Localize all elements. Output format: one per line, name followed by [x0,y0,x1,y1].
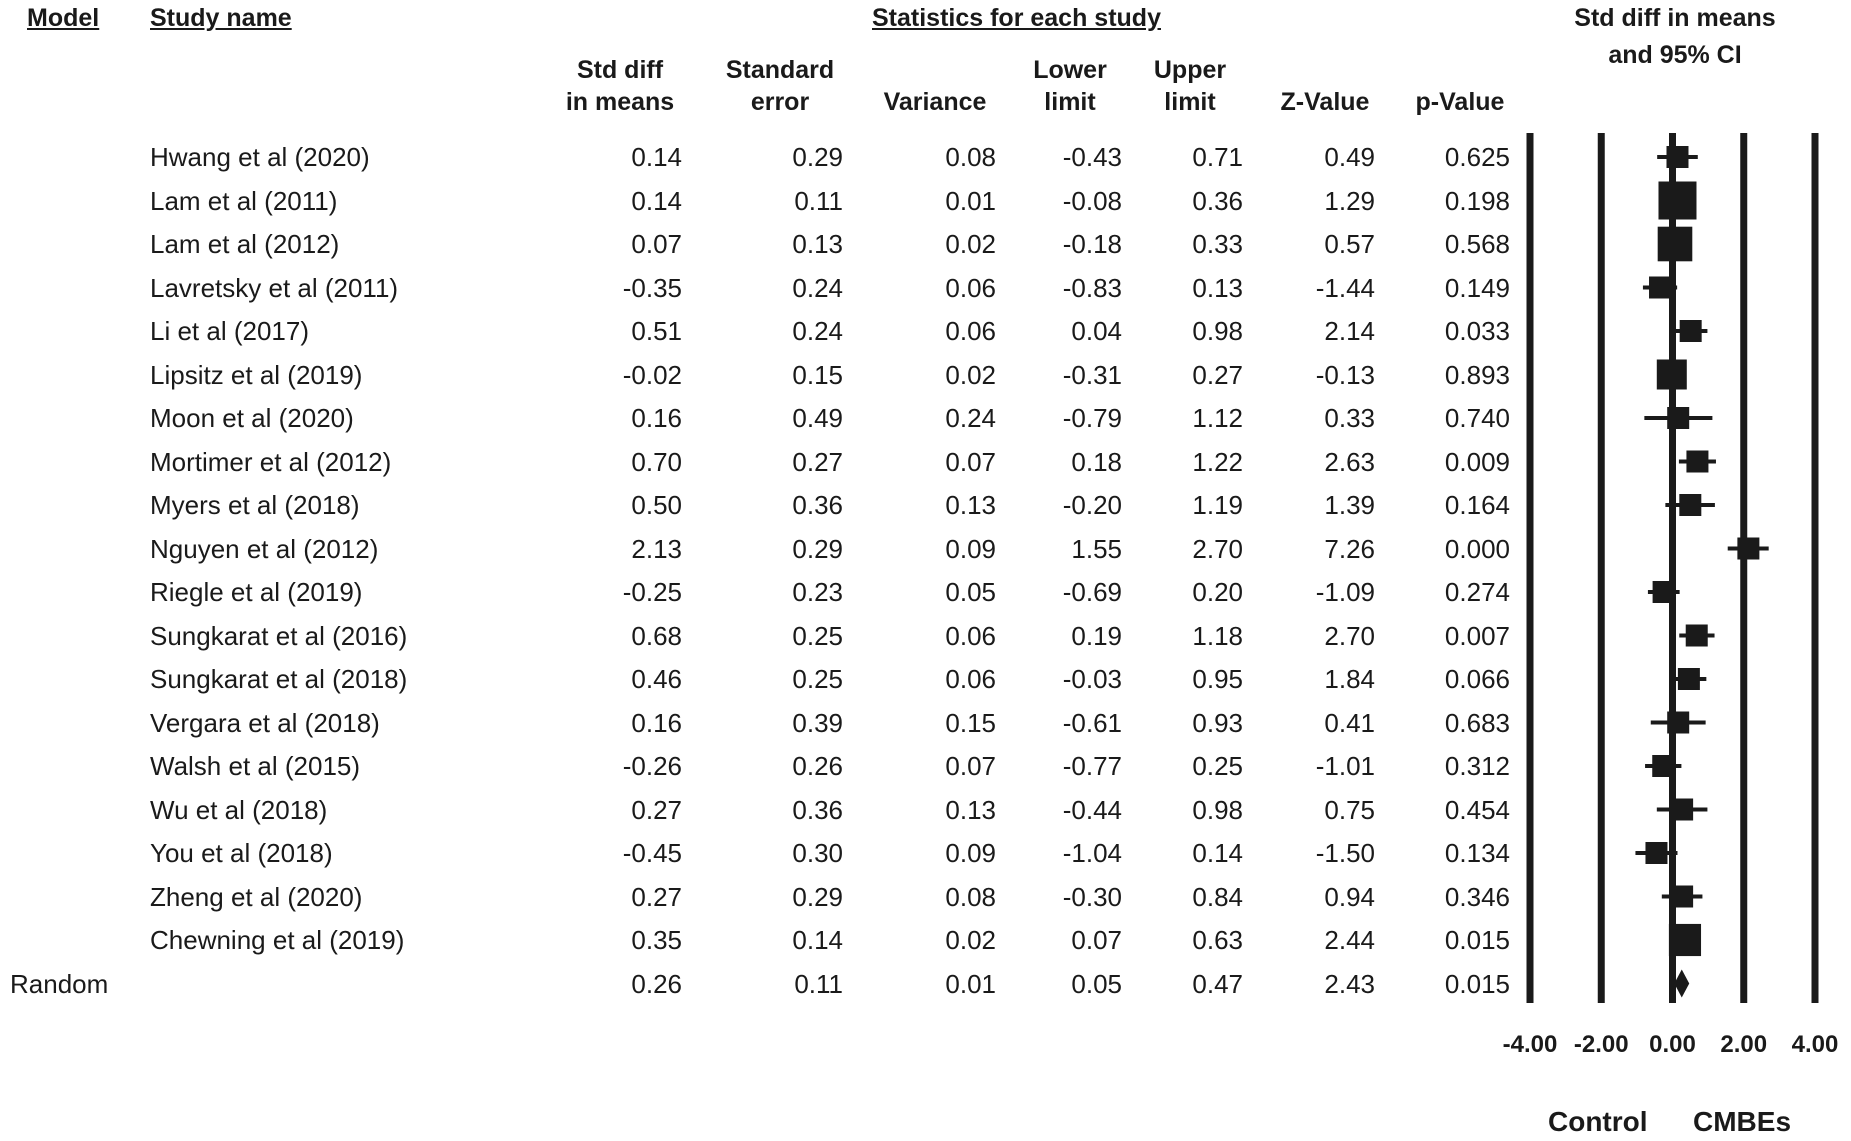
plot-title-line2: and 95% CI [1608,41,1742,69]
effect-square [1667,407,1689,429]
cell-upper: 1.18 [1192,620,1243,651]
cell-lower: 0.07 [1071,925,1122,955]
col-upper-line1: Upper [1153,56,1227,84]
cell-upper: 0.27 [1192,359,1243,390]
cell-se: 0.26 [792,751,843,781]
cell-smd: -0.35 [622,272,682,303]
study-name: Wu et al (2018) [150,794,328,825]
cell-se: 0.11 [794,185,843,216]
cell-var: 0.02 [945,925,996,955]
cell-var: 0.05 [945,577,996,607]
col-upper-line2: limit [1164,88,1216,116]
cell-se: 0.36 [792,794,843,825]
study-name: Sungkarat et al (2018) [150,664,408,694]
effect-square [1686,625,1708,647]
effect-square [1667,712,1689,734]
cell-upper: 0.71 [1192,142,1243,172]
cell-p: 0.625 [1444,142,1510,172]
cell-lower: 0.19 [1071,620,1122,651]
cell-z: -0.13 [1315,359,1375,390]
cell-p: 0.568 [1444,229,1510,259]
cell-lower: 0.05 [1071,968,1122,999]
cell-se: 0.11 [794,968,843,999]
cell-upper: 2.70 [1192,533,1243,564]
cell-z: 1.29 [1324,185,1375,216]
cell-smd: 0.46 [631,664,682,694]
cell-smd: -0.02 [622,359,682,390]
cell-var: 0.07 [945,751,996,781]
cell-lower: -0.20 [1062,490,1122,520]
x-tick-label: 0.00 [1649,1031,1696,1058]
effect-square [1645,842,1667,864]
cell-p: 0.454 [1444,794,1510,825]
cell-z: 0.49 [1324,142,1375,172]
cell-smd: 0.14 [631,142,682,172]
cell-smd: -0.45 [622,838,682,868]
cell-z: -1.44 [1315,272,1375,303]
cell-z: 0.57 [1324,229,1375,259]
study-name: Lipsitz et al (2019) [150,359,363,390]
cell-p: 0.015 [1444,968,1510,999]
cell-se: 0.25 [792,620,843,651]
model-label: Random [10,968,109,999]
study-name: You et al (2018) [150,838,333,868]
effect-square [1653,581,1675,603]
cell-var: 0.06 [945,664,996,694]
col-p-line2: p-Value [1415,88,1505,116]
cell-p: 0.346 [1444,881,1510,912]
cell-se: 0.39 [792,707,843,738]
cell-se: 0.29 [792,881,843,912]
cell-upper: 0.20 [1192,577,1243,607]
effect-square [1679,494,1701,516]
study-name: Moon et al (2020) [150,403,354,433]
cell-var: 0.02 [945,359,996,390]
cell-smd: 0.27 [631,794,682,825]
cell-z: 0.41 [1324,707,1375,738]
cell-var: 0.06 [945,272,996,303]
cell-lower: -0.69 [1062,577,1122,607]
cell-se: 0.36 [792,490,843,520]
cell-z: 7.26 [1324,533,1375,564]
cell-upper: 1.19 [1192,490,1243,520]
cell-lower: -0.44 [1062,794,1122,825]
cell-z: 1.39 [1324,490,1375,520]
study-name: Walsh et al (2015) [150,751,361,781]
study-name: Lam et al (2012) [150,229,340,259]
cell-se: 0.49 [792,403,843,433]
cell-upper: 0.25 [1192,751,1243,781]
cell-se: 0.29 [792,533,843,564]
cell-p: 0.134 [1444,838,1510,868]
cell-p: 0.740 [1444,403,1510,433]
cell-upper: 1.12 [1192,403,1243,433]
model-header: Model [27,4,100,32]
cell-smd: -0.25 [622,577,682,607]
col-variance-line2: Variance [883,88,987,116]
cell-upper: 0.98 [1192,316,1243,346]
cell-lower: -0.77 [1062,751,1122,781]
cell-var: 0.13 [945,794,996,825]
study-name: Myers et al (2018) [150,490,360,520]
effect-square [1737,538,1759,560]
cell-upper: 0.98 [1192,794,1243,825]
cell-var: 0.15 [945,707,996,738]
cell-lower: -0.31 [1062,359,1122,390]
cell-lower: -0.03 [1062,664,1122,694]
cell-p: 0.033 [1444,316,1510,346]
cell-var: 0.09 [945,838,996,868]
cell-var: 0.24 [945,403,996,433]
cell-smd: 0.14 [631,185,682,216]
x-tick-label: -4.00 [1502,1031,1558,1058]
col-lower-line1: Lower [1033,56,1107,84]
cell-se: 0.14 [792,925,843,955]
cell-p: 0.312 [1444,751,1510,781]
effect-square [1686,451,1708,473]
cell-smd: 0.16 [631,707,682,738]
cell-smd: 0.07 [631,229,682,259]
cell-z: -1.50 [1315,838,1375,868]
statistics-header: Statistics for each study [872,4,1161,32]
cell-se: 0.24 [792,272,843,303]
cell-var: 0.06 [945,316,996,346]
cell-lower: -0.43 [1062,142,1122,172]
pooled-diamond [1674,970,1689,998]
effect-square [1649,277,1671,299]
cell-var: 0.08 [945,142,996,172]
cell-z: 2.63 [1324,446,1375,477]
cell-upper: 0.47 [1192,968,1243,999]
cell-lower: 0.18 [1071,446,1122,477]
cell-p: 0.015 [1444,925,1510,955]
cell-se: 0.24 [792,316,843,346]
cell-p: 0.149 [1444,272,1510,303]
cell-p: 0.000 [1444,533,1510,564]
cell-upper: 0.13 [1192,272,1243,303]
cell-upper: 0.63 [1192,925,1243,955]
effect-square [1678,668,1700,690]
cell-p: 0.198 [1444,185,1510,216]
cell-z: 2.70 [1324,620,1375,651]
study-name: Hwang et al (2020) [150,142,370,172]
cell-p: 0.683 [1444,707,1510,738]
cell-upper: 1.22 [1192,446,1243,477]
favours-cmbes-label: CMBEs [1693,1106,1792,1137]
cell-smd: 0.50 [631,490,682,520]
effect-square [1652,755,1674,777]
cell-z: -1.01 [1315,751,1375,781]
study-name: Lam et al (2011) [150,185,338,216]
study-name: Lavretsky et al (2011) [150,272,399,303]
cell-se: 0.30 [792,838,843,868]
cell-se: 0.15 [792,359,843,390]
cell-p: 0.009 [1444,446,1510,477]
cell-lower: -0.08 [1062,185,1122,216]
cell-se: 0.13 [792,229,843,259]
study-name: Sungkarat et al (2016) [150,620,408,651]
cell-upper: 0.36 [1192,185,1243,216]
cell-var: 0.08 [945,881,996,912]
cell-var: 0.01 [945,185,996,216]
effect-square [1671,799,1693,821]
favours-control-label: Control [1548,1106,1648,1137]
cell-lower: -0.83 [1062,272,1122,303]
cell-lower: -1.04 [1062,838,1122,868]
cell-smd: 0.68 [631,620,682,651]
study-name: Vergara et al (2018) [150,707,380,738]
cell-z: 0.94 [1324,881,1375,912]
study-name-header: Study name [150,4,292,32]
cell-smd: 0.27 [631,881,682,912]
cell-z: 2.44 [1324,925,1375,955]
study-name: Nguyen et al (2012) [150,533,379,564]
col-std-diff-line1: Std diff [576,56,664,84]
cell-upper: 0.14 [1192,838,1243,868]
col-std-diff-line2: in means [565,88,675,116]
effect-square [1669,924,1701,956]
cell-se: 0.29 [792,142,843,172]
study-name: Riegle et al (2019) [150,577,363,607]
x-tick-label: -2.00 [1573,1031,1629,1058]
cell-var: 0.01 [945,968,996,999]
cell-z: 0.75 [1324,794,1375,825]
cell-upper: 0.84 [1192,881,1243,912]
effect-square [1657,360,1687,390]
cell-z: 1.84 [1324,664,1375,694]
col-std-error-line1: Standard [725,56,835,84]
x-tick-label: 2.00 [1720,1031,1768,1058]
cell-upper: 0.33 [1192,229,1243,259]
cell-z: 2.14 [1324,316,1375,346]
cell-smd: 0.26 [631,968,682,999]
cell-var: 0.07 [945,446,996,477]
cell-smd: 0.16 [631,403,682,433]
cell-smd: 0.35 [631,925,682,955]
cell-lower: -0.30 [1062,881,1122,912]
plot-title-line1: Std diff in means [1574,4,1776,32]
cell-p: 0.893 [1444,359,1510,390]
cell-upper: 0.93 [1192,707,1243,738]
cell-z: -1.09 [1315,577,1375,607]
cell-p: 0.274 [1444,577,1510,607]
study-name: Li et al (2017) [150,316,309,346]
cell-se: 0.25 [792,664,843,694]
effect-square [1658,227,1693,262]
cell-smd: -0.26 [622,751,682,781]
cell-p: 0.066 [1444,664,1510,694]
cell-lower: -0.18 [1062,229,1122,259]
cell-var: 0.06 [945,620,996,651]
effect-square [1666,146,1688,168]
cell-var: 0.09 [945,533,996,564]
cell-p: 0.164 [1444,490,1510,520]
study-name: Mortimer et al (2012) [150,446,392,477]
study-name: Zheng et al (2020) [150,881,363,912]
effect-square [1680,320,1702,342]
cell-smd: 0.51 [631,316,682,346]
cell-upper: 0.95 [1192,664,1243,694]
cell-smd: 2.13 [631,533,682,564]
cell-lower: -0.79 [1062,403,1122,433]
cell-lower: 1.55 [1071,533,1122,564]
effect-square [1671,886,1693,908]
cell-z: 2.43 [1324,968,1375,999]
cell-lower: -0.61 [1062,707,1122,738]
col-z-line2: Z-Value [1280,88,1370,116]
cell-p: 0.007 [1444,620,1510,651]
col-std-error-line2: error [750,88,810,116]
cell-se: 0.23 [792,577,843,607]
col-lower-line2: limit [1044,88,1096,116]
cell-lower: 0.04 [1071,316,1122,346]
effect-square [1658,182,1696,220]
study-name: Chewning et al (2019) [150,925,405,955]
x-tick-label: 4.00 [1791,1031,1839,1058]
cell-var: 0.13 [945,490,996,520]
cell-var: 0.02 [945,229,996,259]
cell-z: 0.33 [1324,403,1375,433]
cell-smd: 0.70 [631,446,682,477]
cell-se: 0.27 [792,446,843,477]
